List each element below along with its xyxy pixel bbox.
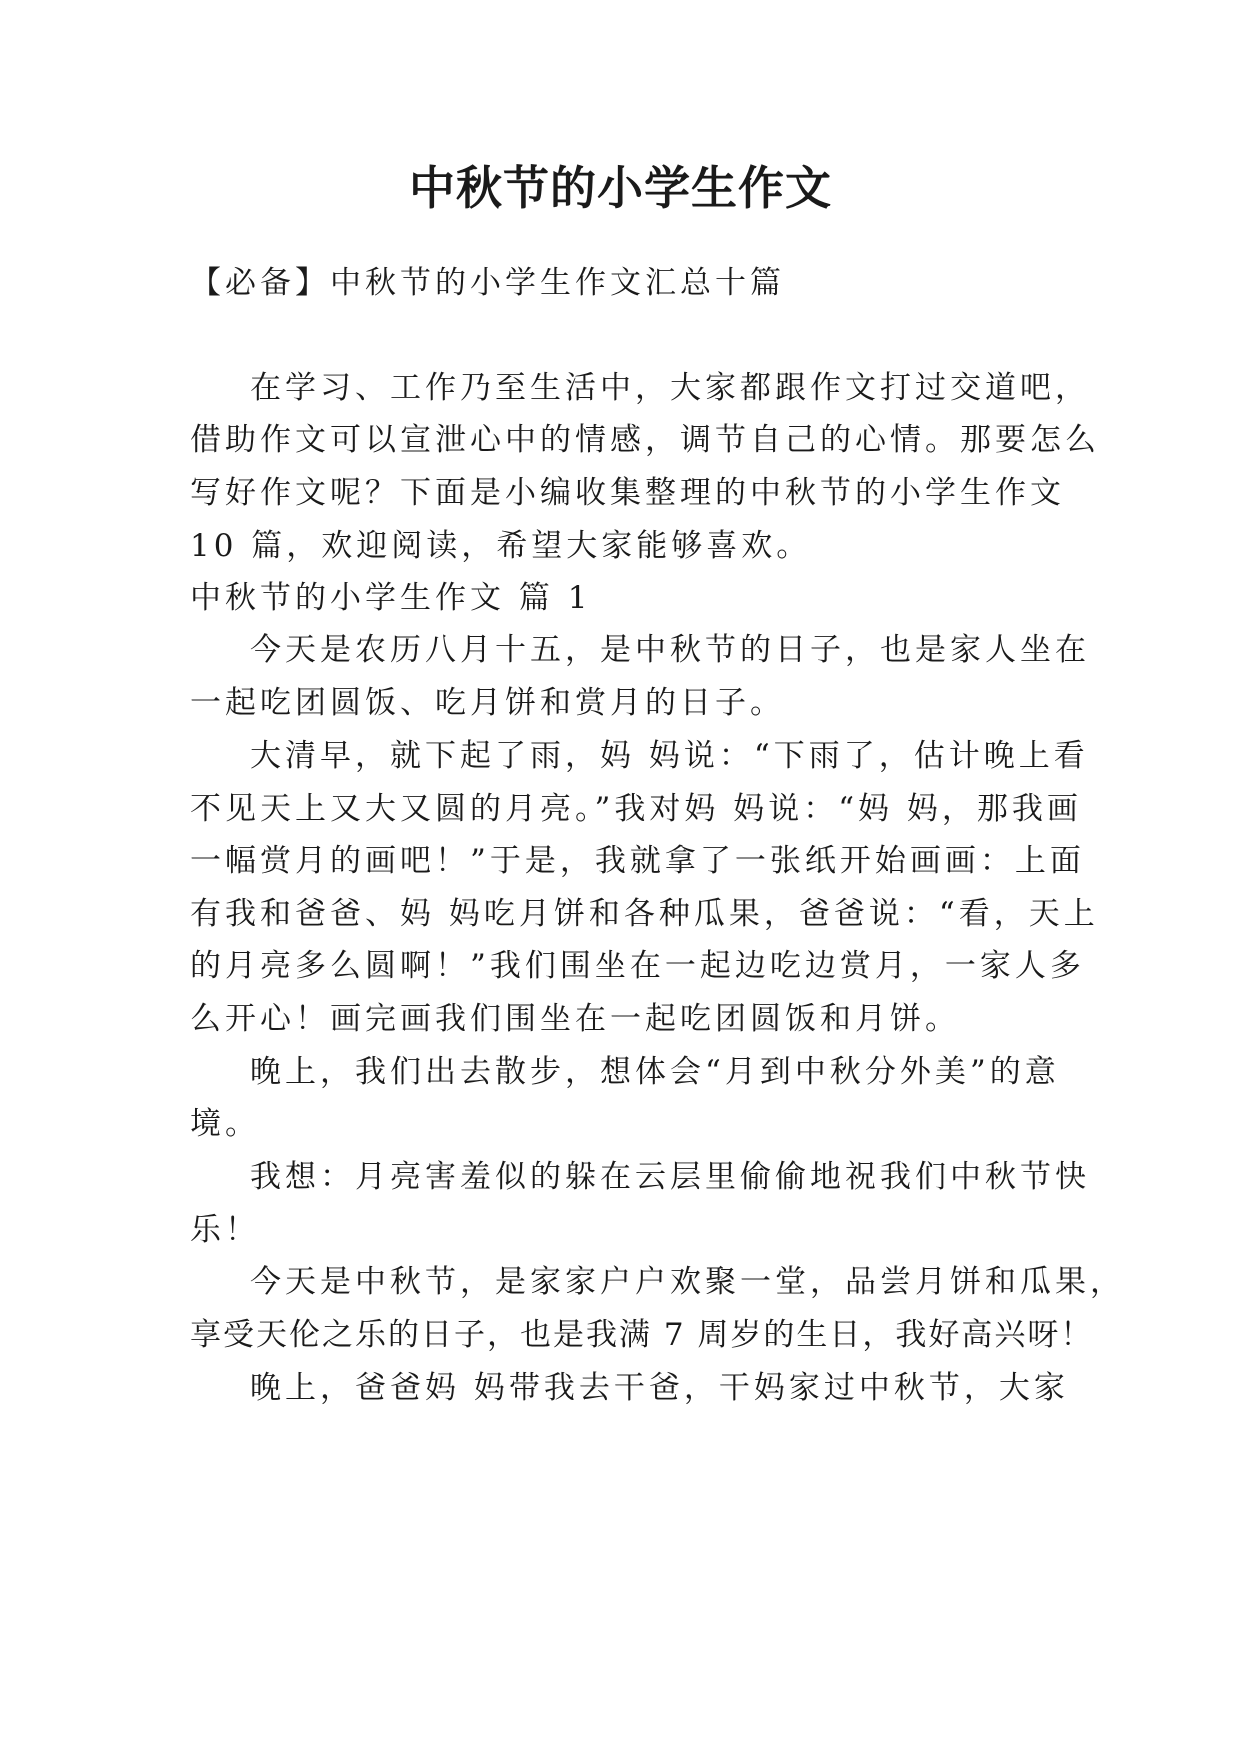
paragraph-line: 写好作文呢？下面是小编收集整理的中秋节的小学生作文 [190, 475, 1065, 511]
section-heading: 中秋节的小学生作文 篇 1 [190, 580, 592, 616]
paragraph-line: 大清早，就下起了雨，妈 妈说：“下雨了，估计晚上看 [250, 738, 1089, 774]
paragraph-line: 我想：月亮害羞似的躲在云层里偷偷地祝我们中秋节快 [250, 1159, 1090, 1195]
paragraph-line: 一起吃团圆饭、吃月饼和赏月的日子。 [190, 685, 785, 721]
paragraph-line: 在学习、工作乃至生活中，大家都跟作文打过交道吧， [250, 370, 1090, 406]
paragraph-line: 晚上，爸爸妈 妈带我去干爸，干妈家过中秋节，大家 [250, 1370, 1069, 1406]
paragraph-line: 晚上，我们出去散步，想体会“月到中秋分外美”的意 [250, 1054, 1060, 1090]
document-title: 中秋节的小学生作文 [409, 161, 832, 215]
paragraph-line: 的月亮多么圆啊！”我们围坐在一起边吃边赏月，一家人多 [190, 948, 1085, 984]
paragraph-line: 不见天上又大又圆的月亮。”我对妈 妈说：“妈 妈，那我画 [190, 791, 1082, 827]
paragraph-line: 么开心！画完画我们围坐在一起吃团圆饭和月饼。 [190, 1001, 960, 1037]
paragraph-line: 乐！ [190, 1212, 260, 1248]
paragraph-line: 有我和爸爸、妈 妈吃月饼和各种瓜果，爸爸说：“看，天上 [190, 896, 1099, 932]
paragraph-line: 境。 [190, 1106, 260, 1142]
paragraph-line: 一幅赏月的画吧！”于是，我就拿了一张纸开始画画：上面 [190, 843, 1085, 879]
paragraph-line: 今天是农历八月十五，是中秋节的日子，也是家人坐在 [250, 632, 1090, 668]
document-subtitle: 【必备】中秋节的小学生作文汇总十篇 [190, 265, 785, 301]
paragraph-line: 借助作文可以宣泄心中的情感，调节自己的心情。那要怎么 [190, 422, 1100, 458]
paragraph-line: 10 篇，欢迎阅读，希望大家能够喜欢。 [190, 528, 812, 564]
paragraph-line: 今天是中秋节，是家家户户欢聚一堂，品尝月饼和瓜果， [250, 1264, 1125, 1300]
paragraph-line: 享受天伦之乐的日子，也是我满 7 周岁的生日，我好高兴呀！ [190, 1317, 1094, 1353]
